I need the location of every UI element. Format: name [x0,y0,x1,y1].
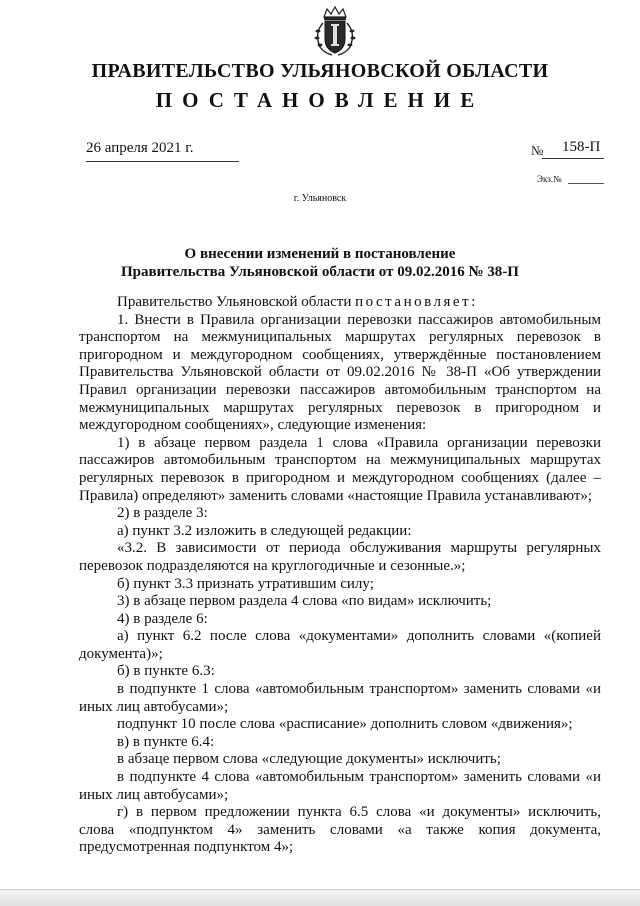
paragraph: подпункт 10 после слова «расписание» дополнить словом «движения»; [117,716,573,733]
coat-of-arms-icon [310,5,360,57]
paragraph: б) пункт 3.3 признать утратившим силу; [117,575,374,592]
paragraph: в подпункте 1 слова «автомобильным транспортом» заменить словами «и иных лиц автобусами»; [79,681,601,715]
paragraph: 3) в абзаце первом раздела 4 слова «по видам» исключить; [117,593,492,610]
paragraph: 1) в абзаце первом раздела 1 слова «Правила организации перевозки пассажиров автомобильным транспортом на межмуниципальных маршрутах регулярных перевозок в пригородном и междугородном сообщениях (далее – Правила) определяют» заменить словами «настоящие Правила устанавливают»; [79,434,601,504]
number-label: № [531,143,544,158]
paragraph: 2) в разделе 3: [117,505,208,522]
title-line-1: О внесении изменений в постановление [184,246,456,262]
document-date: 26 апреля 2021 г. [86,140,194,156]
document-type: ПОСТАНОВЛЕНИЕ [155,88,485,112]
coat-of-arms-graphic [310,5,360,57]
paragraph: а) пункт 3.2 изложить в следующей редакции: [117,522,412,539]
organization-name: ПРАВИТЕЛЬСТВО УЛЬЯНОВСКОЙ ОБЛАСТИ [91,60,549,82]
city: г. Ульяновск [293,193,347,204]
paragraph: в абзаце первом слова «следующие документы» исключить; [117,751,501,768]
page-bottom-edge [0,889,640,906]
copy-number-label: Экз.№ [537,174,562,184]
number-underline [542,158,604,159]
paragraph: а) пункт 6.2 после слова «документами» дополнить словами «(копией документа)»; [79,628,601,662]
document-title [0,245,640,281]
paragraph: в подпункте 4 слова «автомобильным транспортом» заменить словами «и иных лиц автобусами»; [79,769,601,803]
paragraph: «3.2. В зависимости от периода обслуживания маршруты регулярных перевозок подразделяются на круглогодичные и сезонные.»; [79,540,601,574]
paragraph: г) в первом предложении пункта 6.5 слова «и документы» исключить, слова «подпунктом 4» заменить словами «а также копия документа, предусмотренная подпунктом 4»; [79,804,601,856]
document-body [79,294,601,857]
title-line-2: Правительства Ульяновской области от 09.02.2016 № 38-П [121,264,519,280]
intro-start: Правительство Ульяновской области [117,294,356,310]
paragraph: 4) в разделе 6: [117,610,208,627]
paragraph: б) в пункте 6.3: [117,663,215,680]
paragraph: в) в пункте 6.4: [117,733,215,750]
intro-end: : [471,294,476,310]
paragraph: 1. Внести в Правила организации перевозки пассажиров автомобильным транспортом на межмуниципальных маршрутах регулярных перевозок в пригородном и междугородном сообщениях, утверждённые постановлением Правительства Ульяновской области от 09.02.2016 № 38-П «Об утверждении Правил организации перевозки пассажиров автомобильным транспортом на межмуниципальных маршрутах регулярных перевозок в пригородном и междугородном сообщениях», следующие изменения: [79,311,601,434]
intro-paragraph [79,294,601,312]
document-number: 158-П [562,139,601,155]
date-underline [86,161,239,162]
intro-spaced-word: постановляет [355,294,472,310]
copy-number-underline [568,183,604,184]
